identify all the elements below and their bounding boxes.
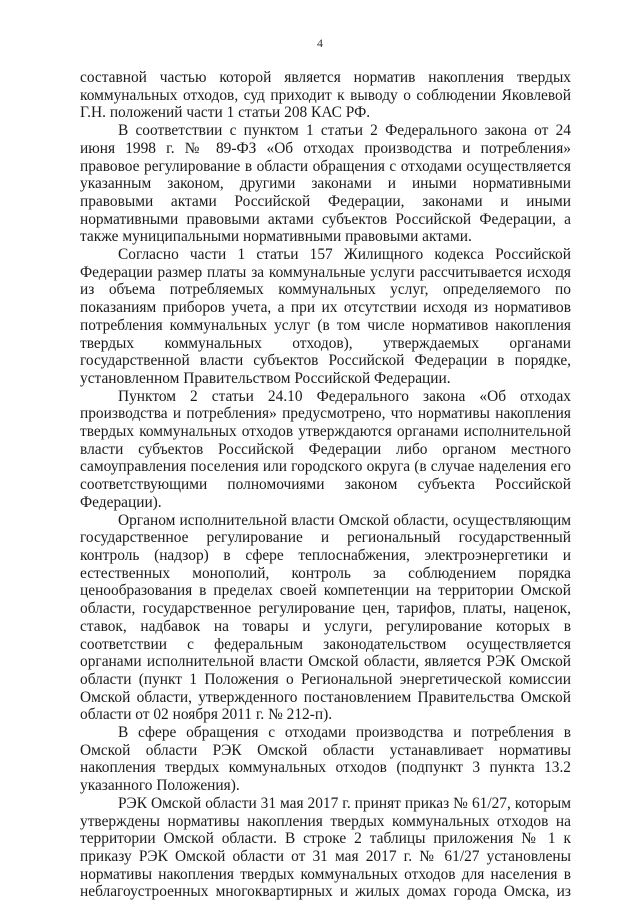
page-number: 4 [317,36,323,50]
paragraph-housing-code-157: Согласно части 1 статьи 157 Жилищного кодекса Российской Федерации размер платы за коммунальные услуги рассчитывается исходя из объема потребляемых коммунальных услуг, определяемого по показаниям приборов учета, а при их отсутствии исходя из нормативов потребления коммунальных услуг (в том числе нормативов накопления твердых коммунальных отходов), утверждаемых органами государственной власти субъектов Российской Федерации в порядке, установленном Правительством Российской Федерации. [80,246,571,387]
paragraph-rek-norms: В сфере обращения с отходами производства и потребления в Омской области РЭК Омской области устанавливает нормативы накопления твердых коммунальных отходов (подпункт 3 пункта 13.2 указанного Положения). [80,724,571,795]
paragraph-article-24-10: Пунктом 2 статьи 24.10 Федерального закона «Об отходах производства и потребления» предусмотрено, что нормативы накопления твердых коммунальных отходов утверждаются органами исполнительной власти субъектов Российской Федерации либо органом местного самоуправления поселения или городского округа (в случае наделения его соответствующими полномочиями законом субъекта Российской Федерации). [80,387,571,511]
document-body [80,69,571,901]
paragraph-continued: составной частью которой является норматив накопления твердых коммунальных отходов, суд приходит к выводу о соблюдении Яковлевой Г.Н. положений части 1 статьи 208 КАС РФ. [80,69,571,122]
paragraph-rek-authority: Органом исполнительной власти Омской области, осуществляющим государственное регулирование и региональный государственный контроль (надзор) в сфере теплоснабжения, электроэнергетики и естественных монополий, контроль за соблюдением порядка ценообразования в пределах своей компетенции на территории Омской области, государственное регулирование цен, тарифов, платы, наценок, ставок, надбавок на товары и услуги, регулирование которых в соответствии с федеральным законодательством осуществляется органами исполнительной власти Омской области, является РЭК Омской области (пункт 1 Положения о Региональной энергетической комиссии Омской области, утвержденного постановлением Правительства Омской области от 02 ноября 2011 г. № 212-п). [80,511,571,724]
paragraph-order-61-27: РЭК Омской области 31 мая 2017 г. принят приказ № 61/27, которым утверждены нормативы накопления твердых коммунальных отходов на территории Омской области. В строке 2 таблицы приложения № 1 к приказу РЭК Омской области от 31 мая 2017 г. № 61/27 установлены нормативы накопления твердых коммунальных отходов для населения в неблагоустроенных многоквартирных и жилых домах города Омска, из [80,794,571,901]
paragraph-federal-law-89fz: В соответствии с пунктом 1 статьи 2 Федерального закона от 24 июня 1998 г. № 89-ФЗ «Об отходах производства и потребления» правовое регулирование в области обращения с отходами осуществляется указанным законом, другими законами и иными нормативными правовыми актами Российской Федерации, законами и иными нормативными правовыми актами субъектов Российской Федерации, а также муниципальными нормативными правовыми актами. [80,122,571,246]
